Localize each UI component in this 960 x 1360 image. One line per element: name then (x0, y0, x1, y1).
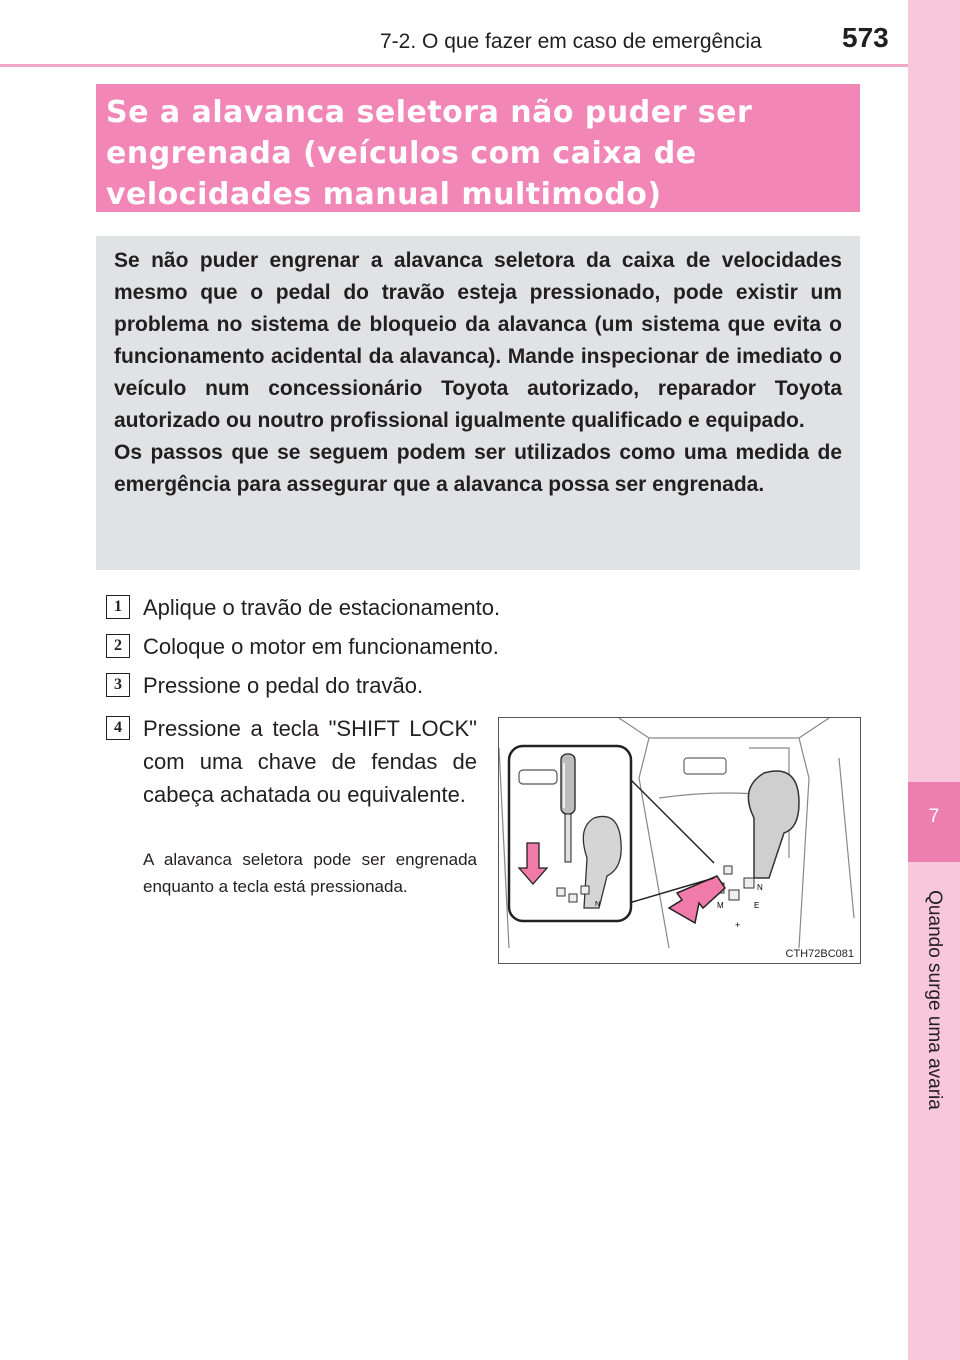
figure-code: CTH72BC081 (785, 948, 854, 960)
gear-knob (748, 771, 799, 878)
intro-box (96, 236, 860, 570)
callout-line (629, 778, 714, 863)
chapter-sidebar (908, 0, 960, 1360)
section-title-line: Se a alavanca seletora não puder ser (106, 95, 753, 130)
shift-lock-slot (724, 866, 732, 874)
illustration-drawing (499, 718, 860, 963)
step-text: Pressione o pedal do travão. (143, 673, 424, 698)
gear-label-n: N (757, 883, 763, 892)
step-text: Pressione a tecla "SHIFT LOCK" com uma chave de fendas de cabeça achatada ou equivalente. (143, 716, 477, 807)
screwdriver-shaft (565, 814, 571, 862)
section-title (106, 92, 850, 215)
step-number-badge: 1 (106, 595, 130, 619)
step-text: Coloque o motor em funcionamento. (143, 634, 499, 659)
step-note: A alavanca seletora pode ser engrenada enquanto a tecla está pressionada. (143, 850, 477, 896)
section-title-banner (96, 84, 860, 212)
step-number-badge: 4 (106, 716, 130, 740)
chapter-label: Quando surge uma avaria (924, 890, 945, 1110)
header-title: 7-2. O que fazer em caso de emergência (380, 30, 762, 53)
header-rule (0, 64, 908, 67)
shift-lock-illustration (498, 717, 861, 964)
step-number-badge: 2 (106, 634, 130, 658)
gear-label-e: E (754, 901, 760, 910)
chapter-number: 7 (928, 806, 940, 827)
console-slot (684, 758, 726, 774)
section-title-line: engrenada (veículos com caixa de (106, 136, 697, 171)
gear-label-m: M (717, 901, 724, 910)
screwdriver-handle (561, 754, 575, 814)
inset-gear-label-n: N (595, 901, 601, 908)
step-number-badge: 3 (106, 673, 130, 697)
intro-paragraph: Se não puder engrenar a alavanca seletora da caixa de velocidades mesmo que o pedal do travão esteja pressionado, pode existir um problema no sistema de bloqueio da alavanca (um sistema que evita o funcionamento acidental da alavanca). Mande inspecionar de imediato o veículo num concessionário Toyota autorizado, reparador Toyota autorizado ou noutro profissional igualmente qualificado e equipado. (114, 249, 842, 432)
section-title-line: velocidades manual multimodo) (106, 177, 662, 212)
gear-label-plus: + (735, 920, 741, 930)
intro-paragraph: Os passos que se seguem podem ser utilizados como uma medida de emergência para assegurar que a alavanca possa ser engrenada. (114, 441, 842, 496)
page-number: 573 (842, 22, 889, 53)
step-text: Aplique o travão de estacionamento. (143, 595, 501, 620)
